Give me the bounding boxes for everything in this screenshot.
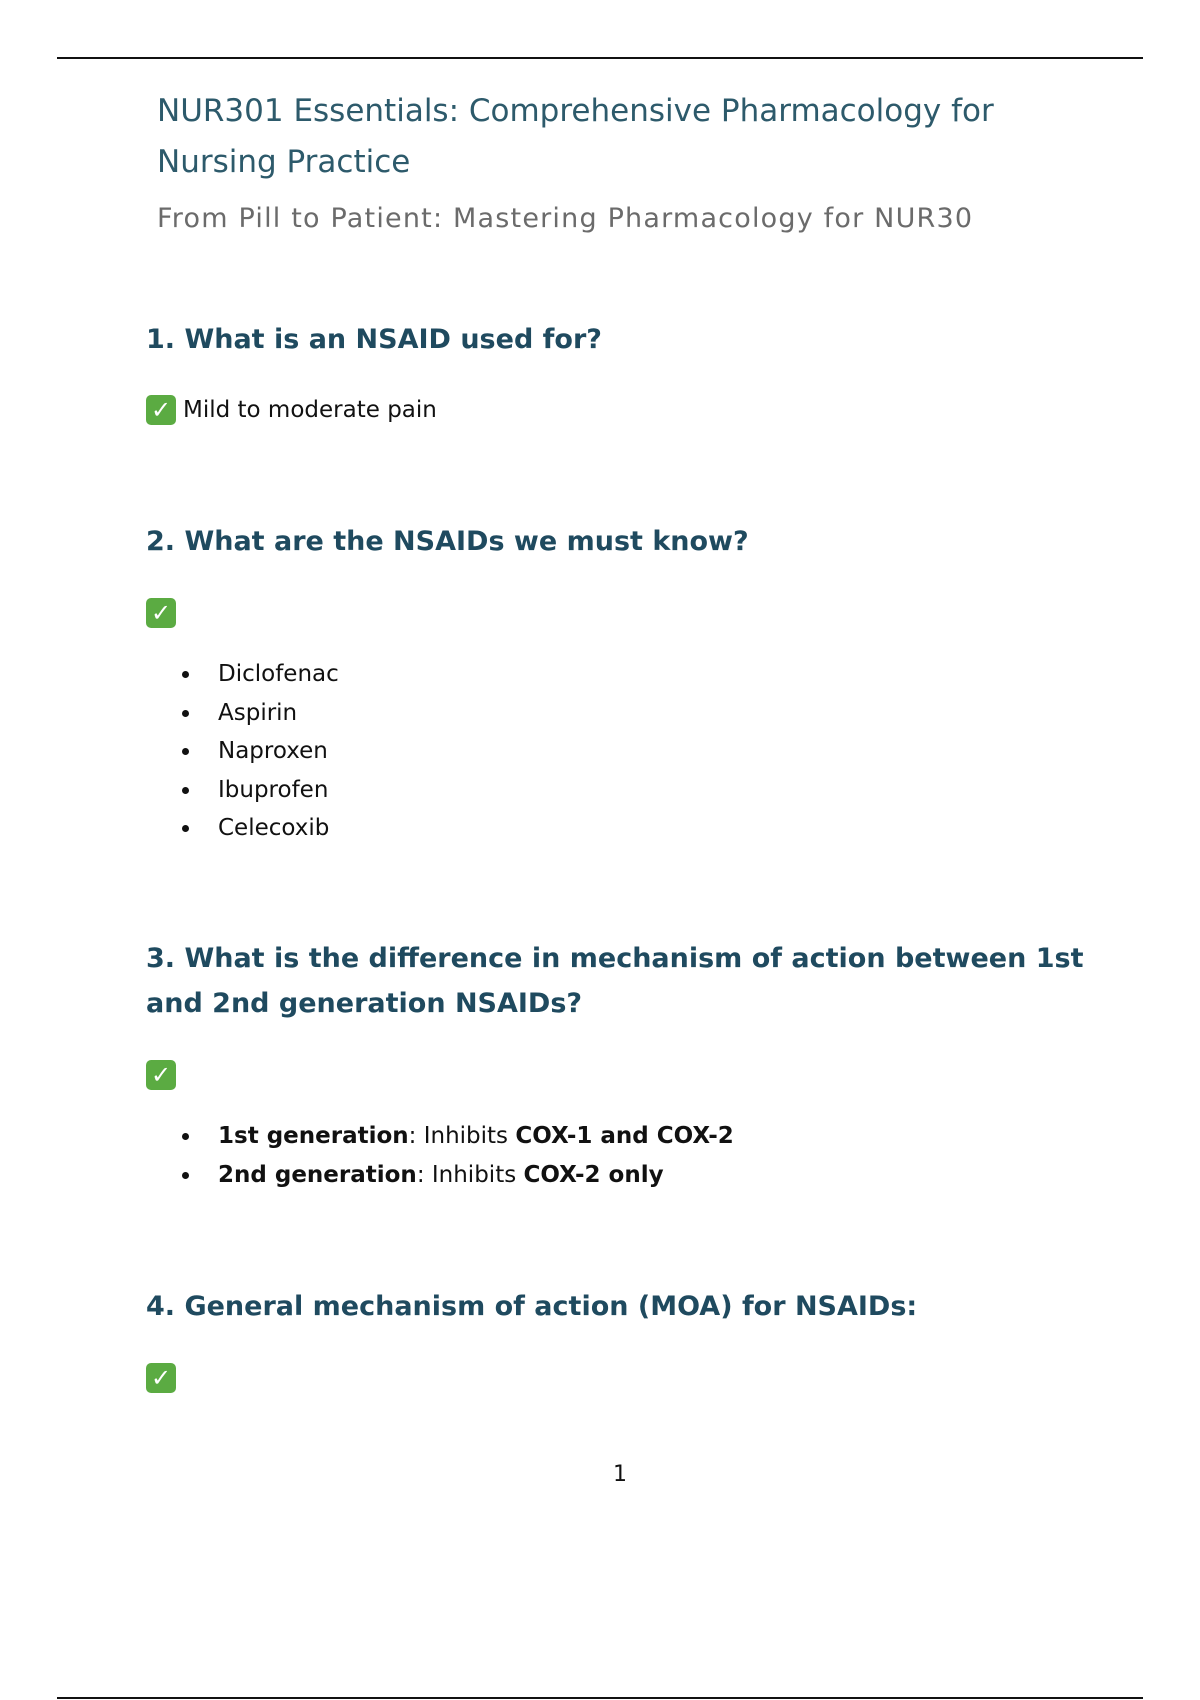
generation-target: COX-2 only [523, 1161, 664, 1188]
list-item: Aspirin [180, 694, 339, 733]
generation-list [180, 1117, 734, 1194]
list-item: Naproxen [180, 732, 339, 771]
bottom-rule [57, 1697, 1143, 1699]
generation-term: 2nd generation [218, 1161, 417, 1188]
question-4-heading: 4. General mechanism of action (MOA) for NSAIDs: [146, 1291, 918, 1322]
check-mark-icon: ✓ [146, 395, 176, 425]
generation-desc: : Inhibits [416, 1161, 524, 1188]
check-mark-icon: ✓ [146, 1363, 176, 1393]
question-1-heading: 1. What is an NSAID used for? [146, 324, 602, 355]
list-item: Celecoxib [180, 809, 339, 848]
page-number: 1 [613, 1462, 627, 1487]
question-1-answer: Mild to moderate pain [183, 397, 437, 423]
list-item: Diclofenac [180, 655, 339, 694]
document-subtitle: From Pill to Patient: Mastering Pharmacology for NUR30 [157, 203, 974, 234]
generation-target: COX-1 and COX-2 [515, 1123, 734, 1149]
list-item [180, 1156, 734, 1195]
generation-desc: : Inhibits [408, 1123, 516, 1149]
nsaid-list [180, 655, 339, 848]
list-item [180, 1117, 734, 1156]
document-title: NUR301 Essentials: Comprehensive Pharmacology for Nursing Practice [157, 93, 994, 180]
top-rule [57, 57, 1143, 59]
check-mark-icon: ✓ [146, 1060, 176, 1090]
list-item: Ibuprofen [180, 771, 339, 810]
generation-term: 1st generation [218, 1123, 409, 1149]
question-3-heading: 3. What is the difference in mechanism of action between 1st and 2nd generation NSAIDs? [146, 943, 1084, 1019]
question-2-heading: 2. What are the NSAIDs we must know? [146, 526, 749, 557]
check-mark-icon: ✓ [146, 598, 176, 628]
